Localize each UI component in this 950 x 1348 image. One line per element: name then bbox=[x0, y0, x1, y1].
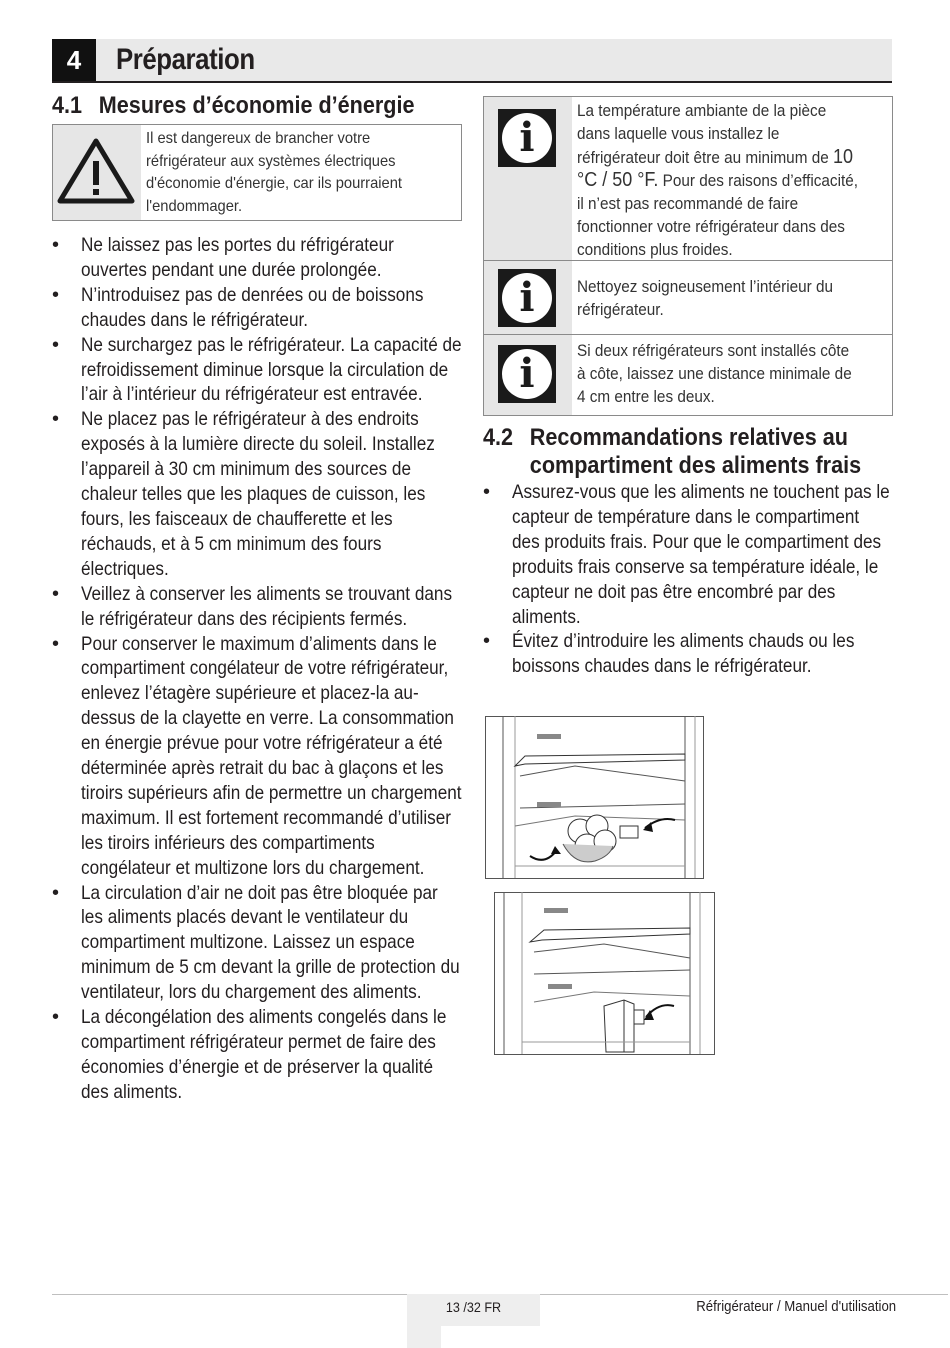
chapter-title: Préparation bbox=[116, 43, 255, 76]
info-icon: i bbox=[498, 109, 556, 167]
list-item: • Assurez-vous que les aliments ne touchent pas le capteur de température dans le compartiment des produits frais. Pour que le compartiment des produits frais conserve sa température idéale, le capteur ne doit pas être encombré par des aliments. bbox=[483, 480, 893, 629]
fridge-sensor-clear-illustration bbox=[494, 892, 716, 1056]
warning-icon-cell bbox=[53, 125, 141, 220]
info-note-row bbox=[484, 335, 892, 415]
page-number: 13 /32 FR bbox=[445, 1299, 502, 1315]
section-4-2-number: 4.2 bbox=[483, 424, 514, 451]
list-item: • La circulation d’air ne doit pas être bloquée par les aliments placés devant le ventilateur du compartiment multizone. Laissez un espace minimum de 5 cm devant la grille de protection du ventilateur, lors du chargement des aliments. bbox=[52, 881, 464, 1006]
chapter-header bbox=[52, 39, 892, 83]
section-4-1-heading: Mesures d’économie d’énergie bbox=[98, 92, 415, 119]
list-item: • Veillez à conserver les aliments se trouvant dans le réfrigérateur dans des récipients fermés. bbox=[52, 582, 464, 632]
list-item: • Pour conserver le maximum d’aliments dans le compartiment congélateur de votre réfrigérateur, enlevez l’étagère supérieure et placez-la au-dessus de la clayette en verre. La consommation en énergie prévue pour votre réfrigérateur a été déterminée après retrait du bac à glaçons et les tiroirs supérieurs afin de permettre un chargement maximum. Il est fortement recommandé d’utiliser les tiroirs inférieurs des compartiments congélateur et multizone lors du chargement. bbox=[52, 632, 464, 881]
list-item: • Évitez d’introduire les aliments chauds ou les boissons chaudes dans le réfrigérateur. bbox=[483, 629, 893, 679]
info-note-row bbox=[484, 97, 892, 261]
list-item: • La décongélation des aliments congelés dans le compartiment réfrigérateur permet de faire des économies d’énergie et de préserver la qualité des aliments. bbox=[52, 1005, 464, 1105]
info-note-text: La température ambiante de la pièce dans laquelle vous installez le réfrigérateur doit être au minimum de 10 °C / 50 °F. Pour des raisons d’efficacité, il n’est pas recommandé de faire fonctionner votre réfrigérateur dans des conditions plus froides. bbox=[577, 101, 858, 259]
section-4-1-bullet-list bbox=[52, 233, 464, 1105]
warning-box bbox=[52, 124, 462, 221]
info-notes-table bbox=[483, 96, 893, 416]
info-icon: i bbox=[498, 345, 556, 403]
list-item: • Ne laissez pas les portes du réfrigérateur ouvertes pendant une durée prolongée. bbox=[52, 233, 464, 283]
list-item: • Ne surchargez pas le réfrigérateur. La capacité de refroidissement diminue lorsque la circulation de l’air à l’intérieur du réfrigérateur est entravée. bbox=[52, 333, 464, 408]
list-item: • N’introduisez pas de denrées ou de boissons chaudes dans le réfrigérateur. bbox=[52, 283, 464, 333]
section-4-1-title bbox=[52, 92, 415, 120]
section-4-2-heading-line1: Recommandations relatives au bbox=[529, 424, 848, 451]
warning-text: Il est dangereux de brancher votre réfrigérateur aux systèmes électriques d'économie d'énergie, car ils pourraient l'endommager. bbox=[146, 130, 403, 215]
section-4-1-number: 4.1 bbox=[52, 92, 83, 119]
section-4-2-bullet-list bbox=[483, 480, 893, 679]
chapter-number: 4 bbox=[52, 39, 96, 81]
fridge-sensor-blocked-illustration bbox=[485, 716, 705, 880]
list-item: • Ne placez pas le réfrigérateur à des endroits exposés à la lumière directe du soleil. Installez l’appareil à 30 cm minimum des sources de chaleur telles que les plaques de cuisson, les fours, les faisceaux de chaufferette et les réchauds, et à 5 cm minimum des fours électriques. bbox=[52, 407, 464, 581]
info-note-row bbox=[484, 261, 892, 335]
info-note-text: Si deux réfrigérateurs sont installés côte à côte, laissez une distance minimale de 4 cm entre les deux. bbox=[577, 341, 852, 406]
manual-title: Réfrigérateur / Manuel d'utilisation bbox=[696, 1298, 896, 1315]
info-note-text: Nettoyez soigneusement l’intérieur du réfrigérateur. bbox=[577, 277, 833, 319]
warning-triangle-icon bbox=[57, 137, 135, 205]
section-4-2-heading-line2: compartiment des aliments frais bbox=[529, 452, 862, 479]
section-4-2-title bbox=[483, 424, 861, 480]
info-icon: i bbox=[498, 269, 556, 327]
